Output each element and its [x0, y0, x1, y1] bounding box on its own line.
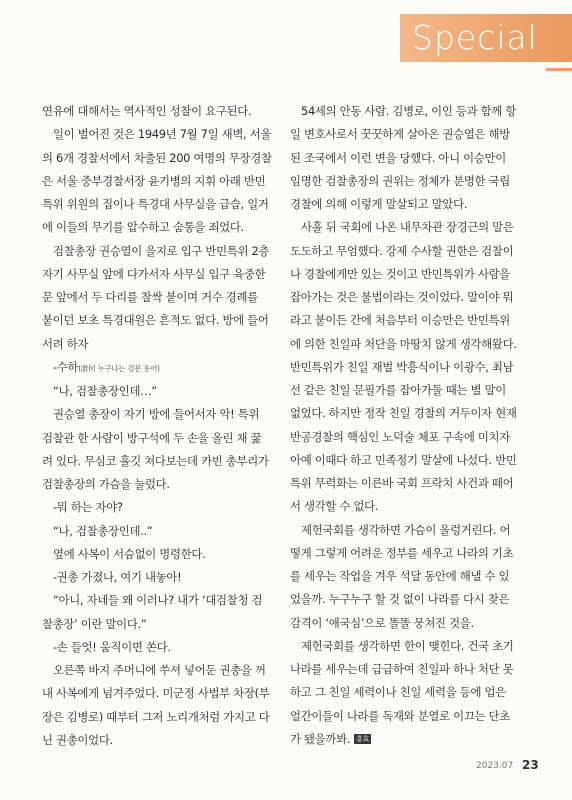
text-line: 붙이던 보초 특경대원은 흔적도 없다. 방에 들어 — [42, 313, 269, 328]
text-line: -뭐 하는 자야? — [53, 500, 123, 515]
text-line: 었을까. 누구누구 할 것 없이 나라를 다시 찾은 — [290, 592, 510, 607]
text-line: 반민특위가 친일 재벌 박흥식이나 이광수, 최남 — [290, 359, 514, 374]
text-line: 자기 사무실 앞에 다가서자 사무실 입구 육중한 — [42, 266, 266, 281]
text-line: 떻게 그렇게 어려운 정부를 세우고 나라의 기초 — [290, 545, 514, 560]
text-line: -손 들엇! 움직이면 쏜다. — [53, 639, 171, 654]
text-line: 사흘 뒤 국회에 나온 내무차관 장경근의 말은 — [301, 220, 514, 235]
text-line: 일 변호사로서 꿋꿋하게 살아온 권승열은 해방 — [290, 127, 510, 142]
text-line: 얼간이들이 나라를 독재와 분열로 이끄는 단초 — [290, 708, 510, 723]
text-line: 서려 하자 — [42, 336, 89, 351]
text-line: 장은 김병로) 때부터 그저 노리개처럼 가지고 다 — [42, 709, 270, 724]
text-line: 나 경찰에게만 있는 것이고 반민특위가 사람을 — [290, 266, 510, 281]
text-line: 특위 위원의 집이나 특경대 사무실을 급습, 일거 — [42, 197, 269, 211]
text-line: 경찰에 의해 이렇게 말살되고 말았다. — [290, 197, 468, 211]
text-line: 에 이들의 무기를 압수하고 숨통을 죄었다. — [42, 220, 244, 235]
text-line: 반공경찰의 핵심인 노덕술 체포 구속에 미치자 — [290, 429, 510, 444]
text-line: 라고 붙이든 간에 처음부터 이승만은 반민특위 — [290, 313, 510, 328]
text-line: 임명한 검찰총장의 권위는 정체가 분명한 국립 — [290, 173, 510, 188]
text-line: 권승열 총장이 자기 방에 들어서자 악! 특위 — [53, 407, 260, 422]
text-line: 연유에 대해서는 역사적인 성찰이 요구된다. — [42, 104, 252, 118]
text-line: 일이 벌어진 것은 1949년 7월 7일 새벽, 서울 — [53, 127, 272, 142]
section-label: Special — [412, 18, 538, 57]
text-line: “나, 검찰총장인데..” — [53, 523, 153, 538]
right-text-column — [290, 100, 538, 751]
text-line: 특위 무력화는 이른바 국회 프락치 사건과 떼어 — [290, 476, 514, 490]
text-line: 감격이 ‘애국심’으로 똘똘 뭉쳐진 것을. — [290, 615, 474, 630]
text-line: 54세의 안동 사람. 김병로, 이인 등과 함께 항 — [301, 104, 517, 118]
text-line: 찰총장’ 이란 말이다.” — [42, 616, 147, 631]
text-line: 검찰총장의 가슴을 눌렀다. — [42, 477, 170, 491]
text-line: 아예 이때다 하고 민족정기 말살에 나섰다. 반민 — [290, 452, 517, 467]
text-line: 문 앞에서 두 다리를 찰싹 붙이며 거수 경례를 — [42, 290, 258, 304]
closing-line: 가 됐을까봐. — [290, 731, 351, 746]
text-line: 도도하고 무엄했다. 강제 수사할 권한은 검찰이 — [290, 243, 514, 258]
text-line: 잡아가는 것은 불법이라는 것이었다. 말이야 뭐 — [290, 290, 514, 304]
text-line: “아니, 자네들 왜 이러나? 내가 ‘대검찰청 검 — [53, 593, 263, 608]
section-banner — [400, 14, 572, 62]
text-line: 은 서울 중부경찰서장 윤기병의 지휘 아래 반민 — [42, 173, 266, 188]
text-line: 에 의한 친일파 처단을 마땅치 않게 생각해왔다. — [290, 336, 517, 351]
text-line: 의 6개 경찰서에서 차출된 200 여명의 무장경찰 — [42, 150, 272, 165]
text-line: 제헌국회를 생각하면 가슴이 울렁거린다. 어 — [301, 522, 511, 537]
text-line: 서 생각할 수 없다. — [290, 499, 379, 514]
end-mark: 흥효 — [356, 735, 370, 744]
issue-date: 2023.07 — [476, 761, 514, 771]
dialogue-line: -수하 — [53, 359, 79, 374]
footnote: (誰何 누구냐는 검문 용어) — [78, 363, 160, 373]
text-line — [290, 728, 538, 751]
text-line: 된 조국에서 이런 변을 당했다. 아니 이승만이 — [290, 150, 506, 165]
text-line: 하고 그 친일 세력이나 친일 세력을 등에 업은 — [290, 685, 506, 700]
text-line: 나라를 세우는데 급급하여 친일파 하나 처단 못 — [290, 662, 514, 676]
text-line — [42, 356, 290, 380]
text-line: 검찰총장 권승열이 을지로 입구 반민특위 2층 — [53, 243, 270, 258]
banner-accent-line — [546, 68, 572, 71]
page-number: 23 — [522, 758, 539, 772]
text-line: 선 같은 친일 문필가를 잡아가둘 때는 별 말이 — [290, 383, 506, 397]
text-line: 검찰관 한 사람이 방구석에 두 손을 올린 채 꿇 — [42, 430, 262, 445]
text-line: 를 세우는 작업을 겨우 석달 동안에 해낼 수 있 — [290, 569, 510, 583]
text-line: 없었다. 하지만 정작 친일 경찰의 거두이자 현재 — [290, 406, 517, 421]
text-line: -권총 가졌나, 여기 내놓아! — [53, 570, 182, 584]
text-line: 옆에 사복이 서슴없이 명령한다. — [53, 546, 206, 561]
text-line: 오른쪽 바지 주머니에 쑤셔 넣어둔 권총을 꺼 — [53, 663, 266, 677]
text-line: 려 있다. 무심코 흘깃 쳐다보는데 카빈 총부리가 — [42, 453, 269, 468]
left-text-column — [42, 100, 290, 752]
text-line: “나, 검찰총장인데…” — [53, 384, 157, 398]
text-line: 닌 권총이었다. — [42, 732, 113, 747]
text-line: 내 사복에게 넘겨주었다. 미군정 사법부 차장(부 — [42, 686, 270, 701]
text-line: 제헌국회를 생각하면 한이 맺힌다. 건국 초기 — [301, 638, 514, 653]
